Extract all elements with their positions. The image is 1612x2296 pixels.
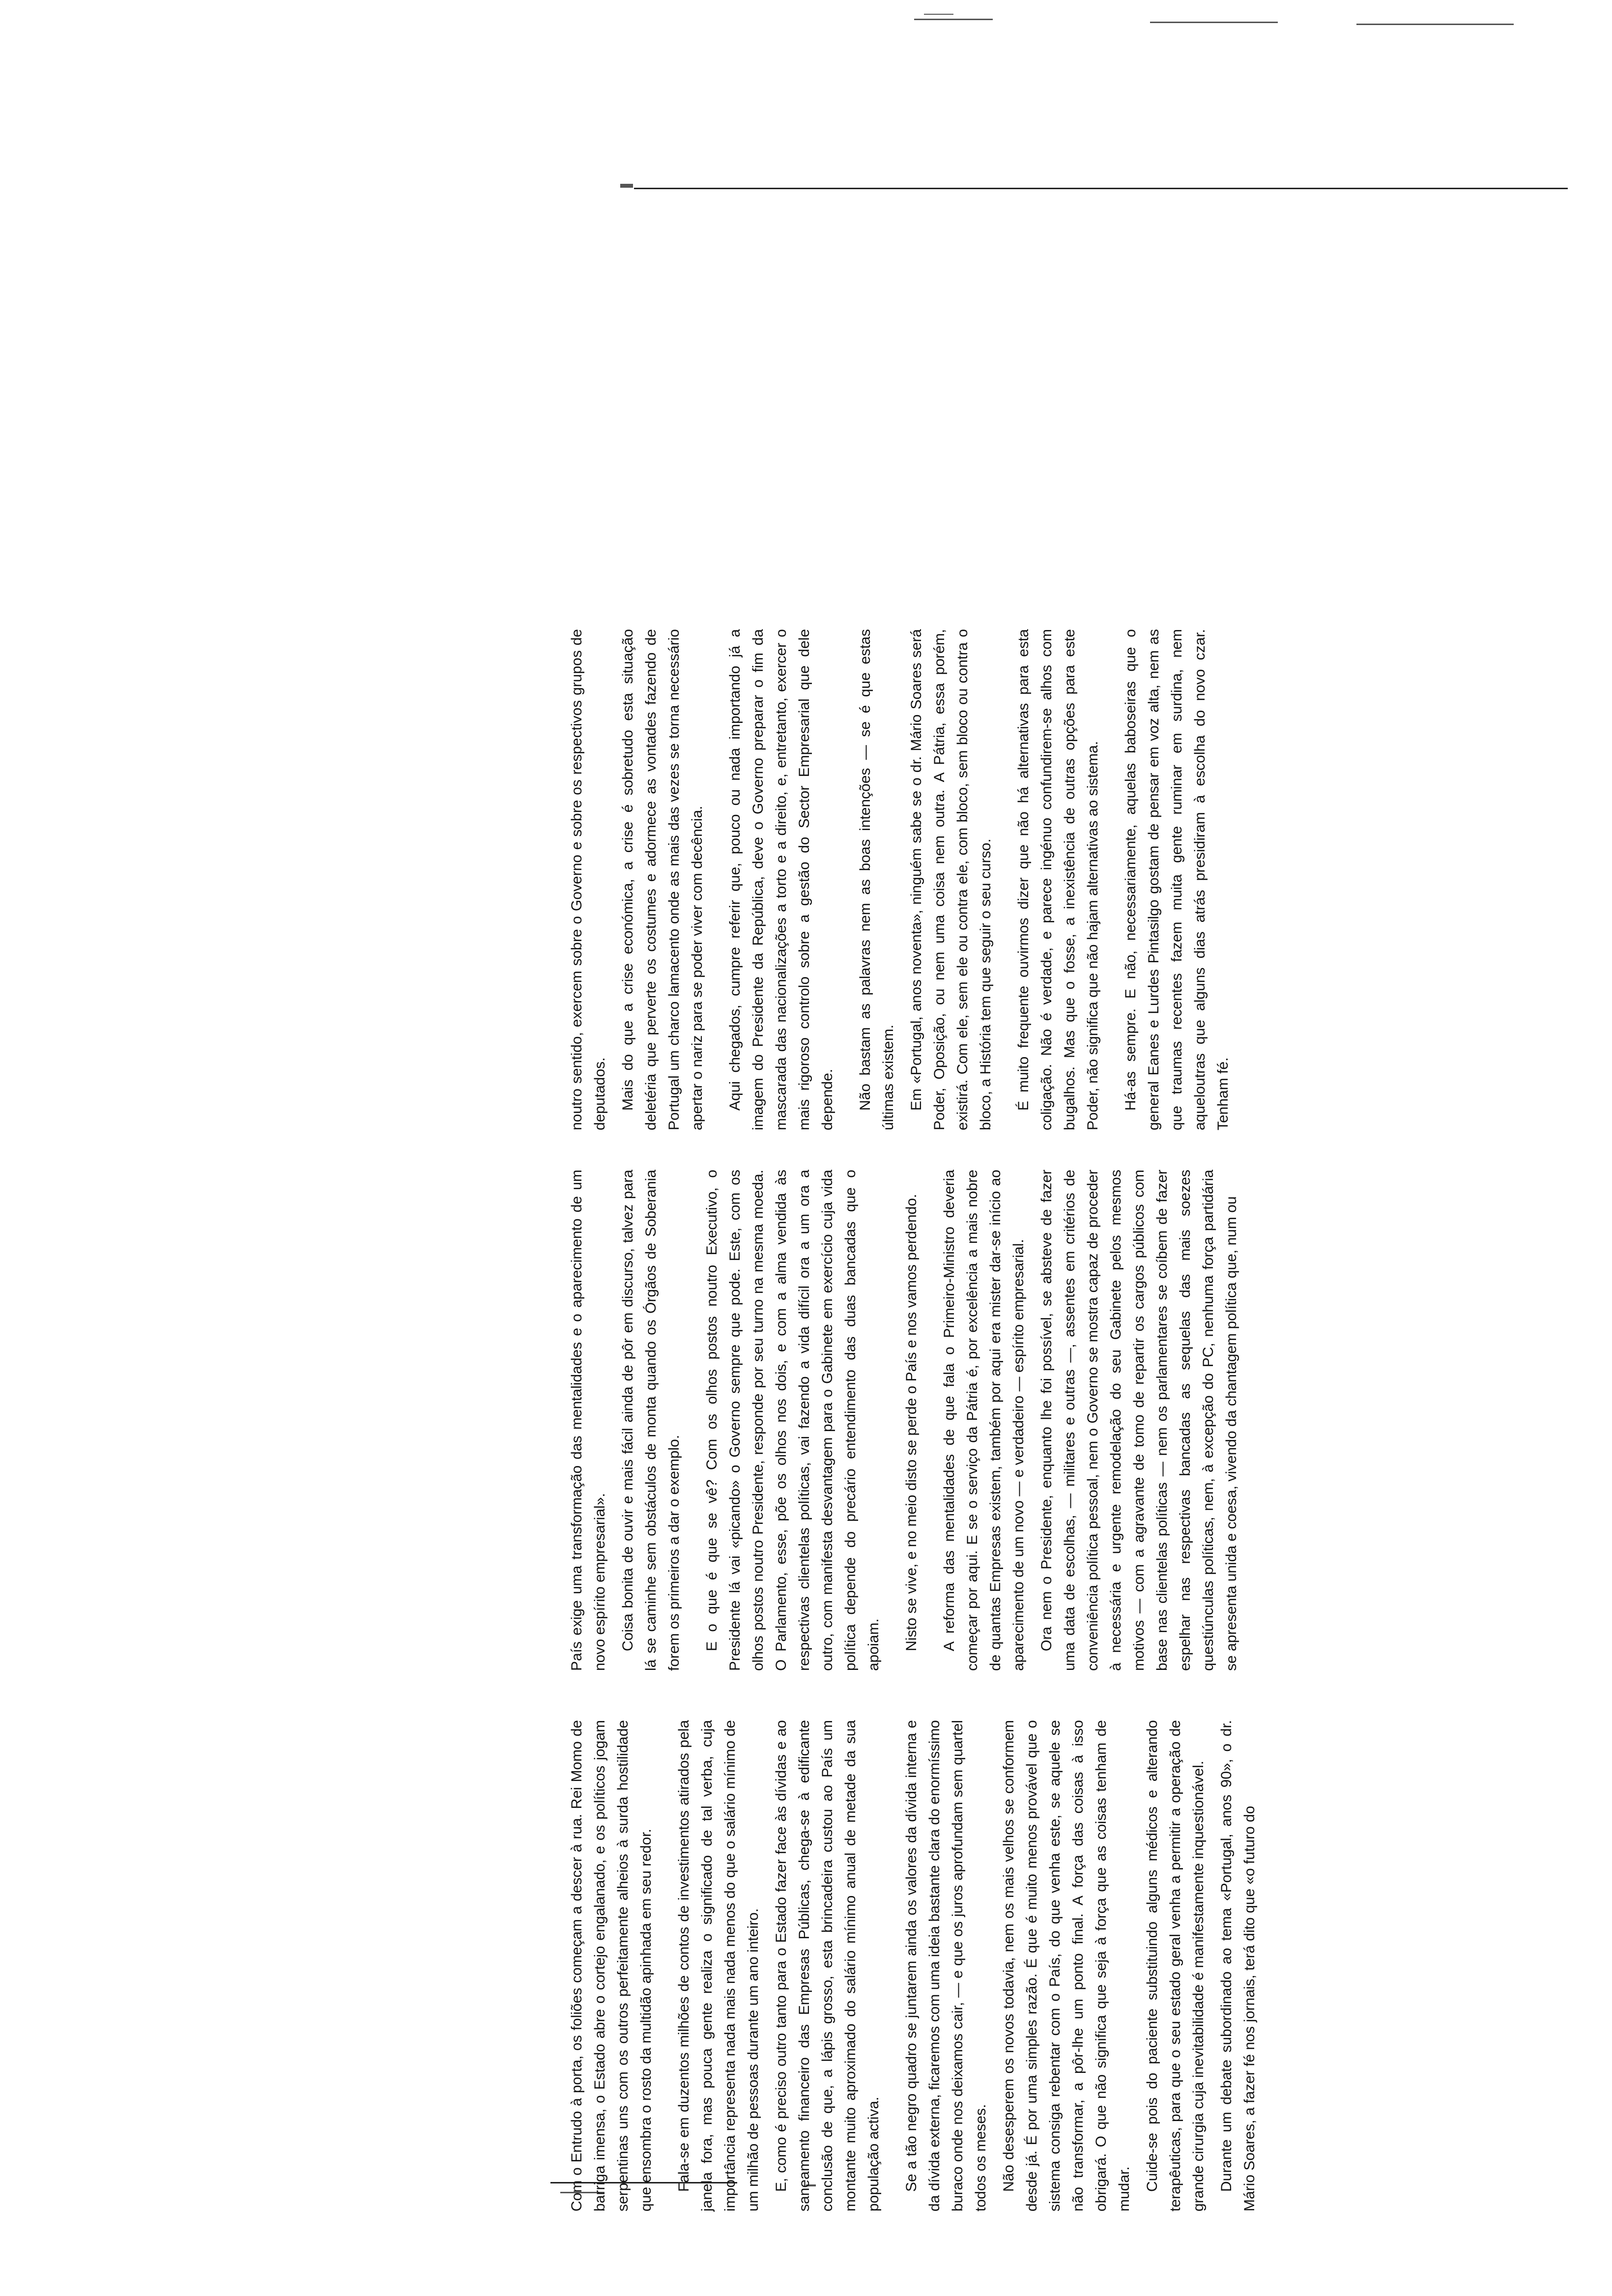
paragraph: País exige uma transformação das mentalidades e o aparecimento de um novo espírito empresarial». [569, 1170, 608, 1671]
paragraph: Cuide-se pois do paciente substituindo alguns médicos e alterando terapêuticas, para que o seu estado geral venha a permitir a operação de grande cirurgia cuja inevitabilidade é manifestamente inquestionável. [1144, 1720, 1207, 2211]
article-column-left [565, 1720, 1266, 2211]
scan-speck [914, 19, 993, 20]
paragraph: Com o Entrudo à porta, os foliões começam a descer à rua. Rei Momo de barriga imensa, o Estado abre o cortejo engalanado, e os políticos jogam serpentinas uns com os outros perfeitamente alheios à surda hostilidade que ensombra o rosto da multidão apinhada em seu redor. [569, 1720, 654, 2211]
scan-speck [924, 14, 953, 15]
paragraph: Fala-se em duzentos milhões de contos de investimentos atirados pela janela fora, mas pouca gente realiza o significado de tal verba, cuja importância representa nada mais nada menos do que o salário mínimo de um milhão de pessoas durante um ano inteiro. [676, 1720, 761, 2211]
paragraph: Mais do que a crise económica, a crise é sobretudo esta situação deletéria que perverte os costumes e adormece as vontades fazendo de Portugal um charco lamacento onde as mais das vezes se torna necessário apertar o nariz para se poder viver com decência. [620, 629, 705, 1130]
paragraph: Coisa bonita de ouvir e mais fácil ainda de pôr em discurso, talvez para lá se caminhe sem obstáculos de monta quando os Órgãos de Soberania forem os primeiros a dar o exemplo. [620, 1170, 682, 1671]
paragraph: É muito frequente ouvirmos dizer que não há alternativas para esta coligação. Não é verdade, e parece ingénuo confundirem-se alhos com bugalhos. Mas que o fosse, a inexistência de outras opções para este Poder, não significa que não hajam alternativas ao sistema. [1015, 629, 1101, 1130]
paragraph: E o que é que se vê? Com os olhos postos noutro Executivo, o Presidente lá vai «picando» o Governo sempre que pode. Este, com os olhos postos noutro Presidente, responde por seu turno na mesma moeda. O Parlamento, esse, põe os olhos nos dois, e com a alma vendida às respectivas clientelas políticas, vai fazendo a vida difícil ora a um ora a outro, com manifesta desvantagem para o Gabinete em exercício cuja vida política depende do precário entendimento das duas bancadas que o apoiam. [704, 1170, 882, 1671]
paragraph: Ora nem o Presidente, enquanto lhe foi possível, se absteve de fazer uma data de escolhas, — militares e outras —, assentes em critérios de conveniência política pessoal, nem o Governo se mostra capaz de proceder à necessária e urgente remodelação do seu Gabinete pelos mesmos motivos — com a agravante de tomo de repartir os cargos públicos com base nas clientelas políticas — nem os parlamentares se coíbem de fazer espelhar nas respectivas bancadas as sequelas das mais soezes questiúnculas políticas, nem, à excepção do PC, nenhuma força partidária se apresenta unida e coesa, vivendo da chantagem política que, num ou [1038, 1170, 1239, 1671]
rotated-article-page [565, 590, 1479, 2211]
paragraph: Durante um debate subordinado ao tema «Portugal, anos 90», o dr. Mário Soares, a fazer fé nos jornais, terá dito que «o futuro do [1218, 1720, 1258, 2211]
article-column-right [565, 629, 1239, 1130]
paragraph: Há-as sempre. E não, necessariamente, aquelas baboseiras que o general Eanes e Lurdes Pintasilgo gostam de pensar em voz alta, nem as que traumas recentes fazem muita gente ruminar em surdina, nem aqueloutras que alguns dias atrás presidiram à escolha do novo czar. Tenham fé. [1123, 629, 1231, 1130]
paragraph: A reforma das mentalidades de que fala o Primeiro-Ministro deveria começar por aqui. E se o serviço da Pátria é, por excelência a mais nobre de quantas Empresas existem, também por aqui era mister dar-se início ao aparecimento de um novo — e verdadeiro — espírito empresarial. [941, 1170, 1027, 1671]
scan-speck [1356, 24, 1514, 25]
paragraph: Não bastam as palavras nem as boas intenções — se é que estas últimas existem. [857, 629, 896, 1130]
paragraph: E, como é preciso outro tanto para o Estado fazer face às dívidas e ao saneamento financeiro das Empresas Públicas, chega-se à edificante conclusão de que, a lápis grosso, esta brincadeira custou ao País um montante muito aproximado do salário mínimo anual de metade da sua população activa. [773, 1720, 882, 2211]
paragraph: Não desesperem os novos todavia, nem os mais velhos se conformem desde já. É por uma simples razão. É que é muito menos provável que o sistema consiga rebentar com o País, do que venha este, se aquele se não transformar, a pôr-lhe um ponto final. A força das coisas à isso obrigará. O que não significa que seja à força que as coisas tenham de mudar. [1001, 1720, 1132, 2211]
paragraph: Nisto se vive, e no meio disto se perde o País e nos vamos perdendo. [903, 1194, 920, 1651]
scan-speck [620, 184, 633, 188]
scan-speck [1150, 22, 1278, 23]
paragraph: Em «Portugal, anos noventa», ninguém sabe se o dr. Mário Soares será Poder, Oposição, ou nem uma coisa nem outra. A Pátria, essa porém, existirá. Com ele, sem ele ou contra ele, com bloco, sem bloco ou contra o bloco, a História tem que seguir o seu curso. [908, 629, 994, 1130]
article-column-middle [565, 1170, 1248, 1671]
paragraph: Se a tão negro quadro se juntarem ainda os valores da dívida interna e da dívida externa, ficaremos com uma ideia bastante clara do enormíssimo buraco onde nos deixamos cair, — e que os juros aprofundam sem quartel todos os meses. [903, 1720, 989, 2211]
paragraph: Aqui chegados, cumpre referir que, pouco ou nada importando já a imagem do Presidente da República, deve o Governo preparar o fim da mascarada das nacionalizações a torto e a direito, e, entretanto, exercer o mais rigoroso controlo sobre a gestão do Sector Empresarial que dele depende. [727, 629, 835, 1130]
paragraph: noutro sentido, exercem sobre o Governo e sobre os respectivos grupos de deputados. [569, 629, 608, 1130]
column-rule-top [634, 188, 1568, 189]
